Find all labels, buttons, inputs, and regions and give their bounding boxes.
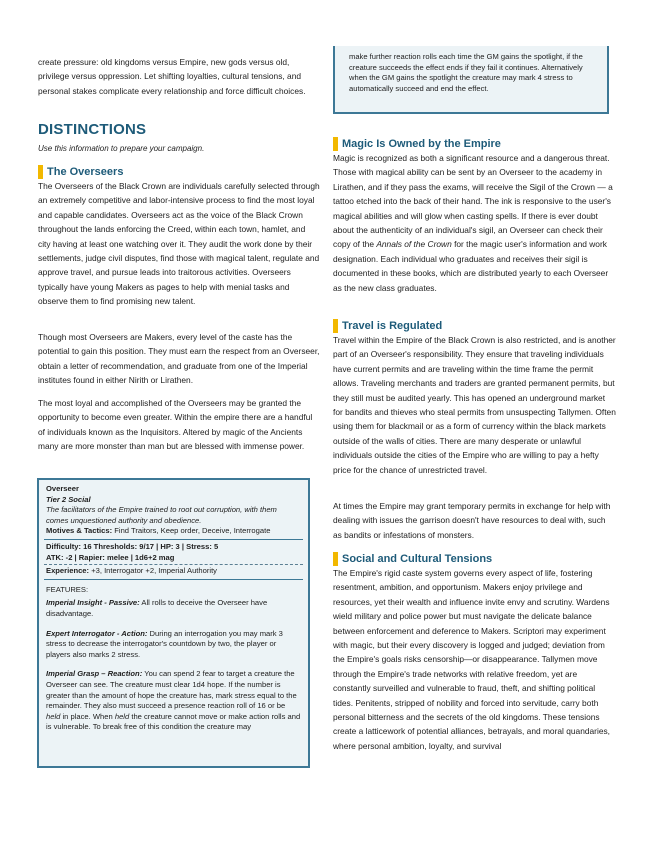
statblock-divider <box>44 579 303 580</box>
social-paragraph: The Empire's rigid caste system governs every aspect of life, fostering resentment, ambition, and opportunism. Makers enjoy privilege and resources, yet their wealth and influence invite envy and scrutiny. Wardens wield military and police power but must navigate the delicate balance between enforcement and deference to Makers. Scriptori may experiment with magic, but their every discovery is logged and judged; deviation from the Empire's goals risks censorship—or disappearance. Tallymen move through the Empire's trade networks with relative freedom, yet are constantly surveilled and vulnerable to fraud, theft, and shifting political tides. Penitents, stripped of nobility and forced into servitude, carry both personal bitterness and the secrets of the old kingdoms. These tensions create a latticework of potential alliances, betrayals, and moral quandaries, where personal ambition, loyalty, and survival <box>333 568 610 751</box>
statblock-flavor: The facilitators of the Empire trained to root out corruption, with them comes unquestioned authority and obedience. <box>46 505 277 525</box>
distinctions-subtitle: Use this information to prepare your campaign. <box>38 144 205 153</box>
magic-heading: Magic Is Owned by the Empire <box>333 137 501 151</box>
feature-expert-interrogator: Expert Interrogator - Action: During an interrogation you may mark 3 stress to decrease the interrogator's countdown by two, the player or players also marks 2 stress. <box>46 628 283 659</box>
statblock-attack: ATK: -2 | Rapier: melee | 1d6+2 mag <box>46 552 175 562</box>
feature-imperial-insight: Imperial Insight - Passive: All rolls to deceive the Overseer have disadvantage. <box>46 598 268 618</box>
feature-imperial-grasp: Imperial Grasp – Reaction: You can spend 2 fear to target a creature the Overseer can see. The creature must clear 1d4 hope. If the number is greater than the amount of hope the creature has, mark stress equal to the remainder. They also must succeed a presence reaction roll of 16 or be held in place. When held the creature cannot move or make action rolls and is vulnerable. To break free of this condition the creature may <box>46 669 301 732</box>
travel-heading: Travel is Regulated <box>333 319 442 333</box>
statblock-continuation-box <box>333 46 609 114</box>
magic-paragraph: Magic is recognized as both a significant resource and a dangerous threat. Those with magical ability can be sent by an Overseer to the academy in Lirathen, and if they pass the exams, will receive the Sigil of the Crown — a tattoo etched into the back of their hand. The ink is responsive to the user's magical abilities and will glow when casting spells. If there is ever doubt about the authenticity of an individual's sigil, an Overseer can check their copy of the Annals of the Crown for the magic user's information and work designation. Each individual who graduates and receives their sigil is documented in these books, which are distributed yearly to each Overseer as the new class graduates. <box>333 153 613 293</box>
overseers-paragraph-3: The most loyal and accomplished of the Overseers may be granted the opportunity to become even greater. Within the empire there are a handful of individuals known as the Inquisitors. Altered by magic of the Ancients many are more monster than man but are blessed with immense power. <box>38 398 313 452</box>
overseers-heading: The Overseers <box>38 165 123 179</box>
overseer-statblock <box>37 478 310 768</box>
statblock-experience: Experience: +3, Interrogator +2, Imperial Authority <box>46 566 217 576</box>
statblock-tier: Tier 2 Social <box>46 494 91 504</box>
statblock-features-label: FEATURES: <box>46 584 89 594</box>
statblock-divider-dashed <box>44 564 303 565</box>
distinctions-title: DISTINCTIONS <box>38 121 147 138</box>
overseers-paragraph-1: The Overseers of the Black Crown are individuals carefully selected through an extremely competitive and labor-intensive process to find the most loyal and capable candidates. Overseers act as the voice of the Black Crown throughout the lands enforcing the Creed, within each town, hamlet, and city having at least one watching over it. They audit the work done by their settlements, judge civil disputes, find those with magical talent, regulate and approve travel, and pursue leads into traitorous activities. Overseers typically have young Makers as pages to help with menial tasks and observe them to find promising new talent. <box>38 181 320 307</box>
travel-paragraph-2: At times the Empire may grant temporary permits in exchange for help with dealing with issues the garrison doesn't have resources to deal with, such as bandits or infestations of monsters. <box>333 501 611 540</box>
statblock-motives: Motives & Tactics: Find Traitors, Keep order, Deceive, Interrogate <box>46 526 271 536</box>
intro-paragraph: create pressure: old kingdoms versus Empire, new gods versus old, privilege versus oppression. Let shifting loyalties, cultural tensions, and personal stakes complicate every relationship and force difficult choices. <box>38 57 306 96</box>
statblock-name: Overseer <box>46 484 79 493</box>
overseers-paragraph-2: Though most Overseers are Makers, every level of the caste has the potential to gain this position. They must earn the respect from an Overseer, obtain a letter of recommendation, and graduate from one of the Imperial institutes found in either Nirith or Lirathen. <box>38 332 320 386</box>
statblock-continuation-text: make further reaction rolls each time the GM gains the spotlight, if the creature succeeds the effect ends if they fail it continues. Alternatively when the GM gains the spotlight the creature may mark 4 stress to automatically succeed and end the effect. <box>349 52 583 93</box>
travel-paragraph-1: Travel within the Empire of the Black Crown is also restricted, and is another part of an Overseer's responsibility. They ensure that traveling individuals have current permits and are traveling within the time frame the permit allows. Traveling merchants and traders are granted permanent permits, but they still must be audited yearly. This has opened an underground market for bandits and thieves who steal permits from unsuspecting Tallymen. Often using them for blackmail or as a form of currency within the black markets outside of the walls of cities. There are many desperate or unlawful individuals outside the cities of the Empire who are willing to pay a hefty price for the chance of unrestricted travel. <box>333 335 616 475</box>
social-heading: Social and Cultural Tensions <box>333 552 492 566</box>
statblock-difficulty: Difficulty: 16 Thresholds: 9/17 | HP: 3 | Stress: 5 <box>46 541 219 551</box>
statblock-divider <box>44 539 303 540</box>
